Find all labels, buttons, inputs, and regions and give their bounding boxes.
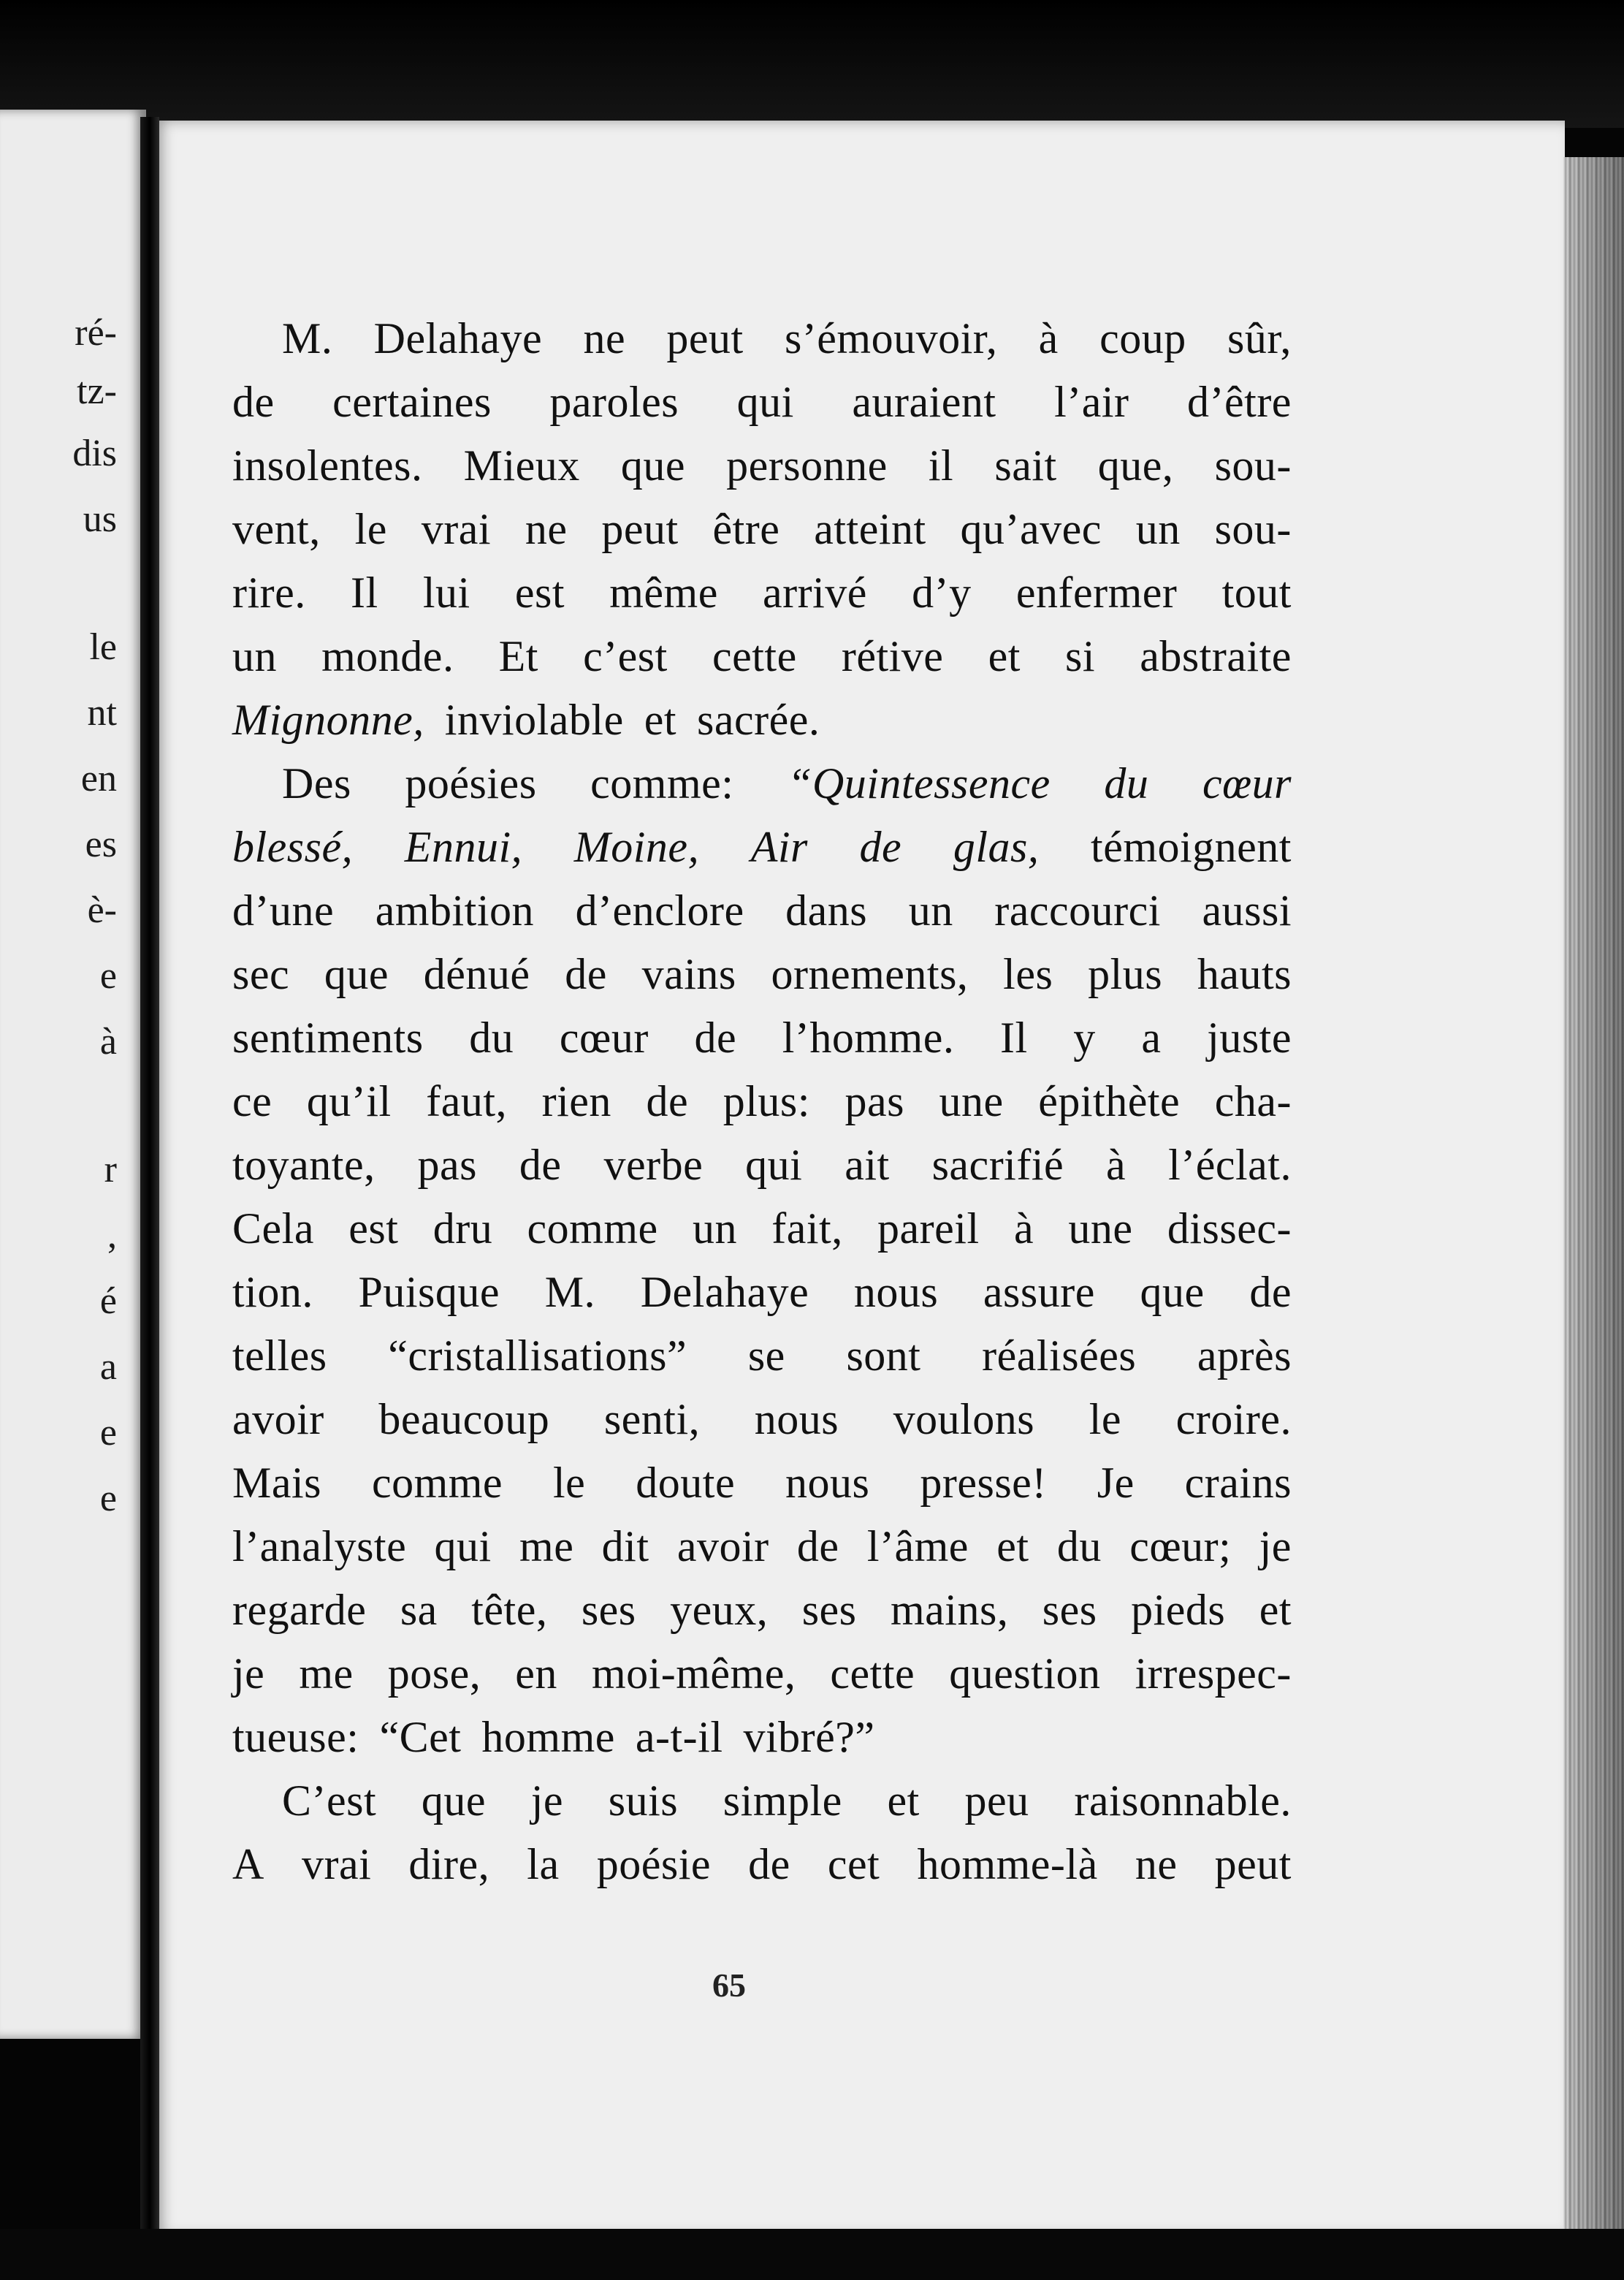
word: je [530,1776,564,1825]
word: poésie [596,1840,711,1888]
word: que [324,950,389,998]
word: question [949,1649,1101,1698]
word: Mieux [463,441,580,490]
word: Je [1097,1459,1135,1507]
word: M. [544,1268,596,1316]
word: regarde [232,1586,367,1634]
word: qui [745,1141,803,1189]
text-line [232,625,1292,688]
left-page-fragment: , [107,1215,117,1256]
word: et [988,632,1021,680]
word: avoir [232,1395,324,1443]
word: est [348,1204,399,1253]
word: même [609,569,718,617]
word: assure [983,1268,1095,1316]
word: Et [498,632,538,680]
word: je [1259,1522,1292,1570]
left-page-fragment: e [99,1478,117,1519]
word: atteint [814,505,926,553]
word: suis [608,1776,679,1825]
word: abstraite [1140,632,1292,680]
italic-word: “Quintessence [788,759,1051,808]
word: pose, [387,1649,481,1698]
word [232,688,424,752]
word: un [692,1204,737,1253]
word: ses [801,1586,857,1634]
word: vent, [232,505,321,553]
word: du [1056,1522,1102,1570]
word: me [299,1649,354,1698]
word: ne [1135,1840,1178,1888]
word: Puisque [358,1268,500,1316]
italic-word: Air [750,823,808,871]
word: de [694,1014,737,1062]
word: A [232,1840,264,1888]
word: certaines [332,378,492,426]
text-line [232,1324,1292,1388]
scan-border-top [0,0,1624,128]
word: cette [712,632,797,680]
word: d’être [1187,378,1292,426]
word: s’émouvoir, [784,314,998,362]
word: que [620,441,686,490]
word: C’est [282,1776,377,1825]
word: vrai [421,505,492,553]
word: toyante, [232,1141,375,1189]
word: homme [481,1713,615,1761]
word: arrivé [763,569,867,617]
word: épithète [1038,1077,1181,1125]
word: l’homme. [782,1014,955,1062]
word: d’enclore [575,886,744,935]
left-page-fragment: é [99,1280,117,1322]
word: moi-même, [591,1649,796,1698]
word: en [515,1649,557,1698]
word: Delahaye [373,314,543,362]
left-page-fragment: dis [72,433,117,474]
word: réalisées [982,1331,1137,1380]
left-page-fragment: tz- [77,370,117,412]
word: M. [282,314,333,362]
italic-word: glas, [953,823,1040,871]
left-page-fragment: e [99,1412,117,1454]
word: dire, [408,1840,490,1888]
word: que [1140,1268,1205,1316]
word: enfermer [1015,569,1178,617]
word: le [354,505,387,553]
word: plus: [723,1077,810,1125]
word: qui [434,1522,492,1570]
word [232,816,353,879]
word: une [1068,1204,1133,1253]
word: Des [282,759,351,808]
word: me [519,1522,574,1570]
scan-border-bottom [0,2229,1624,2280]
word: a-t-il [635,1713,723,1761]
italic-word: Mignonne, [232,696,424,744]
word: raccourci [994,886,1161,935]
word: mains, [891,1586,1009,1634]
text-line [232,1133,1292,1197]
italic-word: Moine, [573,823,700,871]
word: dissec- [1167,1204,1292,1253]
word: croire. [1175,1395,1292,1443]
word: personne [726,441,888,490]
word: ait [845,1141,890,1189]
word: comme: [590,759,734,808]
word: hauts [1197,950,1292,998]
word: fait, [771,1204,843,1253]
word: doute [636,1459,736,1507]
word: paroles [549,378,679,426]
word: ambition [375,886,534,935]
word: l’analyste [232,1522,407,1570]
word: le [1089,1395,1122,1443]
word: irrespec- [1135,1649,1292,1698]
word: sacrifié [931,1141,1064,1189]
left-page-fragment: le [89,626,117,668]
word: de [1249,1268,1292,1316]
word: sou- [1214,441,1292,490]
text-line [232,561,1292,625]
word: un [232,632,277,680]
word: il [928,441,954,490]
word: et [887,1776,920,1825]
text-line [232,688,1292,752]
word: ne [583,314,626,362]
word: de [232,378,275,426]
text-line [232,370,1292,434]
word: avoir [676,1522,769,1570]
word: “cristallisations” [388,1331,687,1380]
word: c’est [583,632,668,680]
word: beaucoup [378,1395,550,1443]
word: peu [964,1776,1029,1825]
text-line [232,943,1292,1006]
text-line [232,1070,1292,1133]
left-facing-page [0,110,146,2039]
word: presse! [920,1459,1047,1507]
word: voulons [893,1395,1035,1443]
word: est [514,569,565,617]
word: le [553,1459,586,1507]
word: que, [1097,441,1174,490]
word: sou- [1214,505,1292,553]
word: cet [827,1840,880,1888]
word: aussi [1202,886,1292,935]
word: sont [846,1331,921,1380]
word: l’air [1054,378,1129,426]
word: tueuse: [232,1713,359,1761]
left-page-fragment: a [99,1346,117,1388]
word: peut [601,505,679,553]
word: nous [785,1459,870,1507]
page-edge-shade [1563,157,1624,2229]
word: insolentes. [232,441,423,490]
left-page-fragment: ré- [75,312,117,354]
word: Mais [232,1459,321,1507]
word: yeux, [670,1586,769,1634]
word: vibré?” [743,1713,875,1761]
text-line [232,1642,1292,1706]
word: rétive [841,632,944,680]
word [1202,752,1292,816]
word: nous [853,1268,939,1316]
text-line [232,752,1292,816]
word: homme-là [917,1840,1098,1888]
word: sentiments [232,1014,424,1062]
word: qu’il [306,1077,392,1125]
word: se [747,1331,785,1380]
left-page-fragment: r [104,1149,117,1190]
word: tout [1221,569,1292,617]
page-number: 65 [712,1966,746,2004]
left-page-fragment: è- [87,889,117,931]
text-line [232,816,1292,879]
word: senti, [603,1395,701,1443]
word: peut [666,314,744,362]
text-line [232,1197,1292,1261]
word: pas [417,1141,477,1189]
word: comme [371,1459,503,1507]
word: dans [785,886,868,935]
word: cha- [1214,1077,1292,1125]
word: Il [999,1014,1028,1062]
word [953,816,1040,879]
word: nous [754,1395,839,1443]
word: rire. [232,569,306,617]
word: de [646,1077,689,1125]
word: ses [581,1586,636,1634]
text-line [232,1261,1292,1324]
word: faut, [426,1077,508,1125]
word: d’une [232,886,335,935]
word: tion. [232,1268,313,1316]
word: tête, [471,1586,548,1634]
word: juste [1207,1014,1292,1062]
text-line [232,1578,1292,1642]
word: je [232,1649,265,1698]
left-page-fragment: e [99,955,117,997]
word: pieds [1131,1586,1226,1634]
word: de [796,1522,839,1570]
word: de [565,950,607,998]
left-page-fragment: à [99,1021,117,1063]
word: ornements, [771,950,969,998]
word: crains [1184,1459,1292,1507]
word: vains [641,950,736,998]
text-line [232,1769,1292,1833]
book-gutter [140,117,159,2236]
word: une [939,1077,1004,1125]
word: peut [1214,1840,1292,1888]
word: Cela [232,1204,314,1253]
word: de [748,1840,790,1888]
word: la [527,1840,560,1888]
word: simple [723,1776,842,1825]
text-line [232,879,1292,943]
word [1104,752,1148,816]
left-page-fragment: es [85,824,117,865]
word: telles [232,1331,327,1380]
word: qui [736,378,794,426]
word: sait [994,441,1057,490]
text-line [232,1706,1292,1769]
word: vrai [301,1840,372,1888]
word: inviolable [444,696,624,744]
text-line [232,1388,1292,1451]
text-line [232,1451,1292,1515]
word: qu’avec [960,505,1102,553]
word: raisonnable. [1074,1776,1292,1825]
word: cette [830,1649,915,1698]
italic-word: de [859,823,902,871]
italic-word: du [1104,759,1149,808]
word: sa [400,1586,438,1634]
word [788,752,1051,816]
word: comme [527,1204,658,1253]
text-line [232,1006,1292,1070]
word: y [1073,1014,1096,1062]
word: un [1135,505,1181,553]
word: cœur [559,1014,649,1062]
word: un [908,886,953,935]
word: “Cet [379,1713,462,1761]
word: être [712,505,780,553]
word: Il [350,569,378,617]
word: a [1141,1014,1162,1062]
word: du [469,1014,514,1062]
word: à [1106,1141,1126,1189]
left-page-fragment: us [83,498,117,540]
word: ses [1042,1586,1097,1634]
word: les [1003,950,1053,998]
word: sec [232,950,290,998]
word: d’y [912,569,972,617]
word: pareil [877,1204,980,1253]
word: monde. [321,632,454,680]
text-line [232,1833,1292,1896]
word [574,816,699,879]
word: sacrée. [697,696,820,744]
word: l’âme [866,1522,969,1570]
word: ce [232,1077,272,1125]
word: auraient [852,378,996,426]
word [751,816,808,879]
word: poésies [405,759,537,808]
italic-word: cœur [1202,759,1292,808]
word: lui [422,569,470,617]
word: rien [541,1077,611,1125]
word: à [1013,1204,1034,1253]
word: sûr, [1227,314,1292,362]
left-page-fragment: en [80,758,117,799]
text-line [232,498,1292,561]
word: témoignent [1091,823,1292,871]
word: coup [1099,314,1186,362]
word: à [1038,314,1059,362]
italic-word: Ennui, [404,823,523,871]
word: dit [601,1522,649,1570]
text-line [232,434,1292,498]
word: et [644,696,677,744]
word: ne [525,505,568,553]
italic-word: blessé, [232,823,354,871]
word: pas [845,1077,904,1125]
word: de [519,1141,562,1189]
left-page-fragment: nt [87,692,117,734]
word: verbe [603,1141,704,1189]
text-line [232,1515,1292,1578]
word [860,816,902,879]
word: dru [432,1204,493,1253]
word: après [1197,1331,1292,1380]
word: cœur; [1129,1522,1232,1570]
body-text [232,307,1292,1896]
word: et [996,1522,1029,1570]
word: et [1259,1586,1292,1634]
word: l’éclat. [1168,1141,1292,1189]
word: dénué [423,950,530,998]
text-line [232,307,1292,370]
word: que [421,1776,486,1825]
word: si [1065,632,1096,680]
word: plus [1088,950,1163,998]
word: Delahaye [640,1268,809,1316]
word [405,816,522,879]
